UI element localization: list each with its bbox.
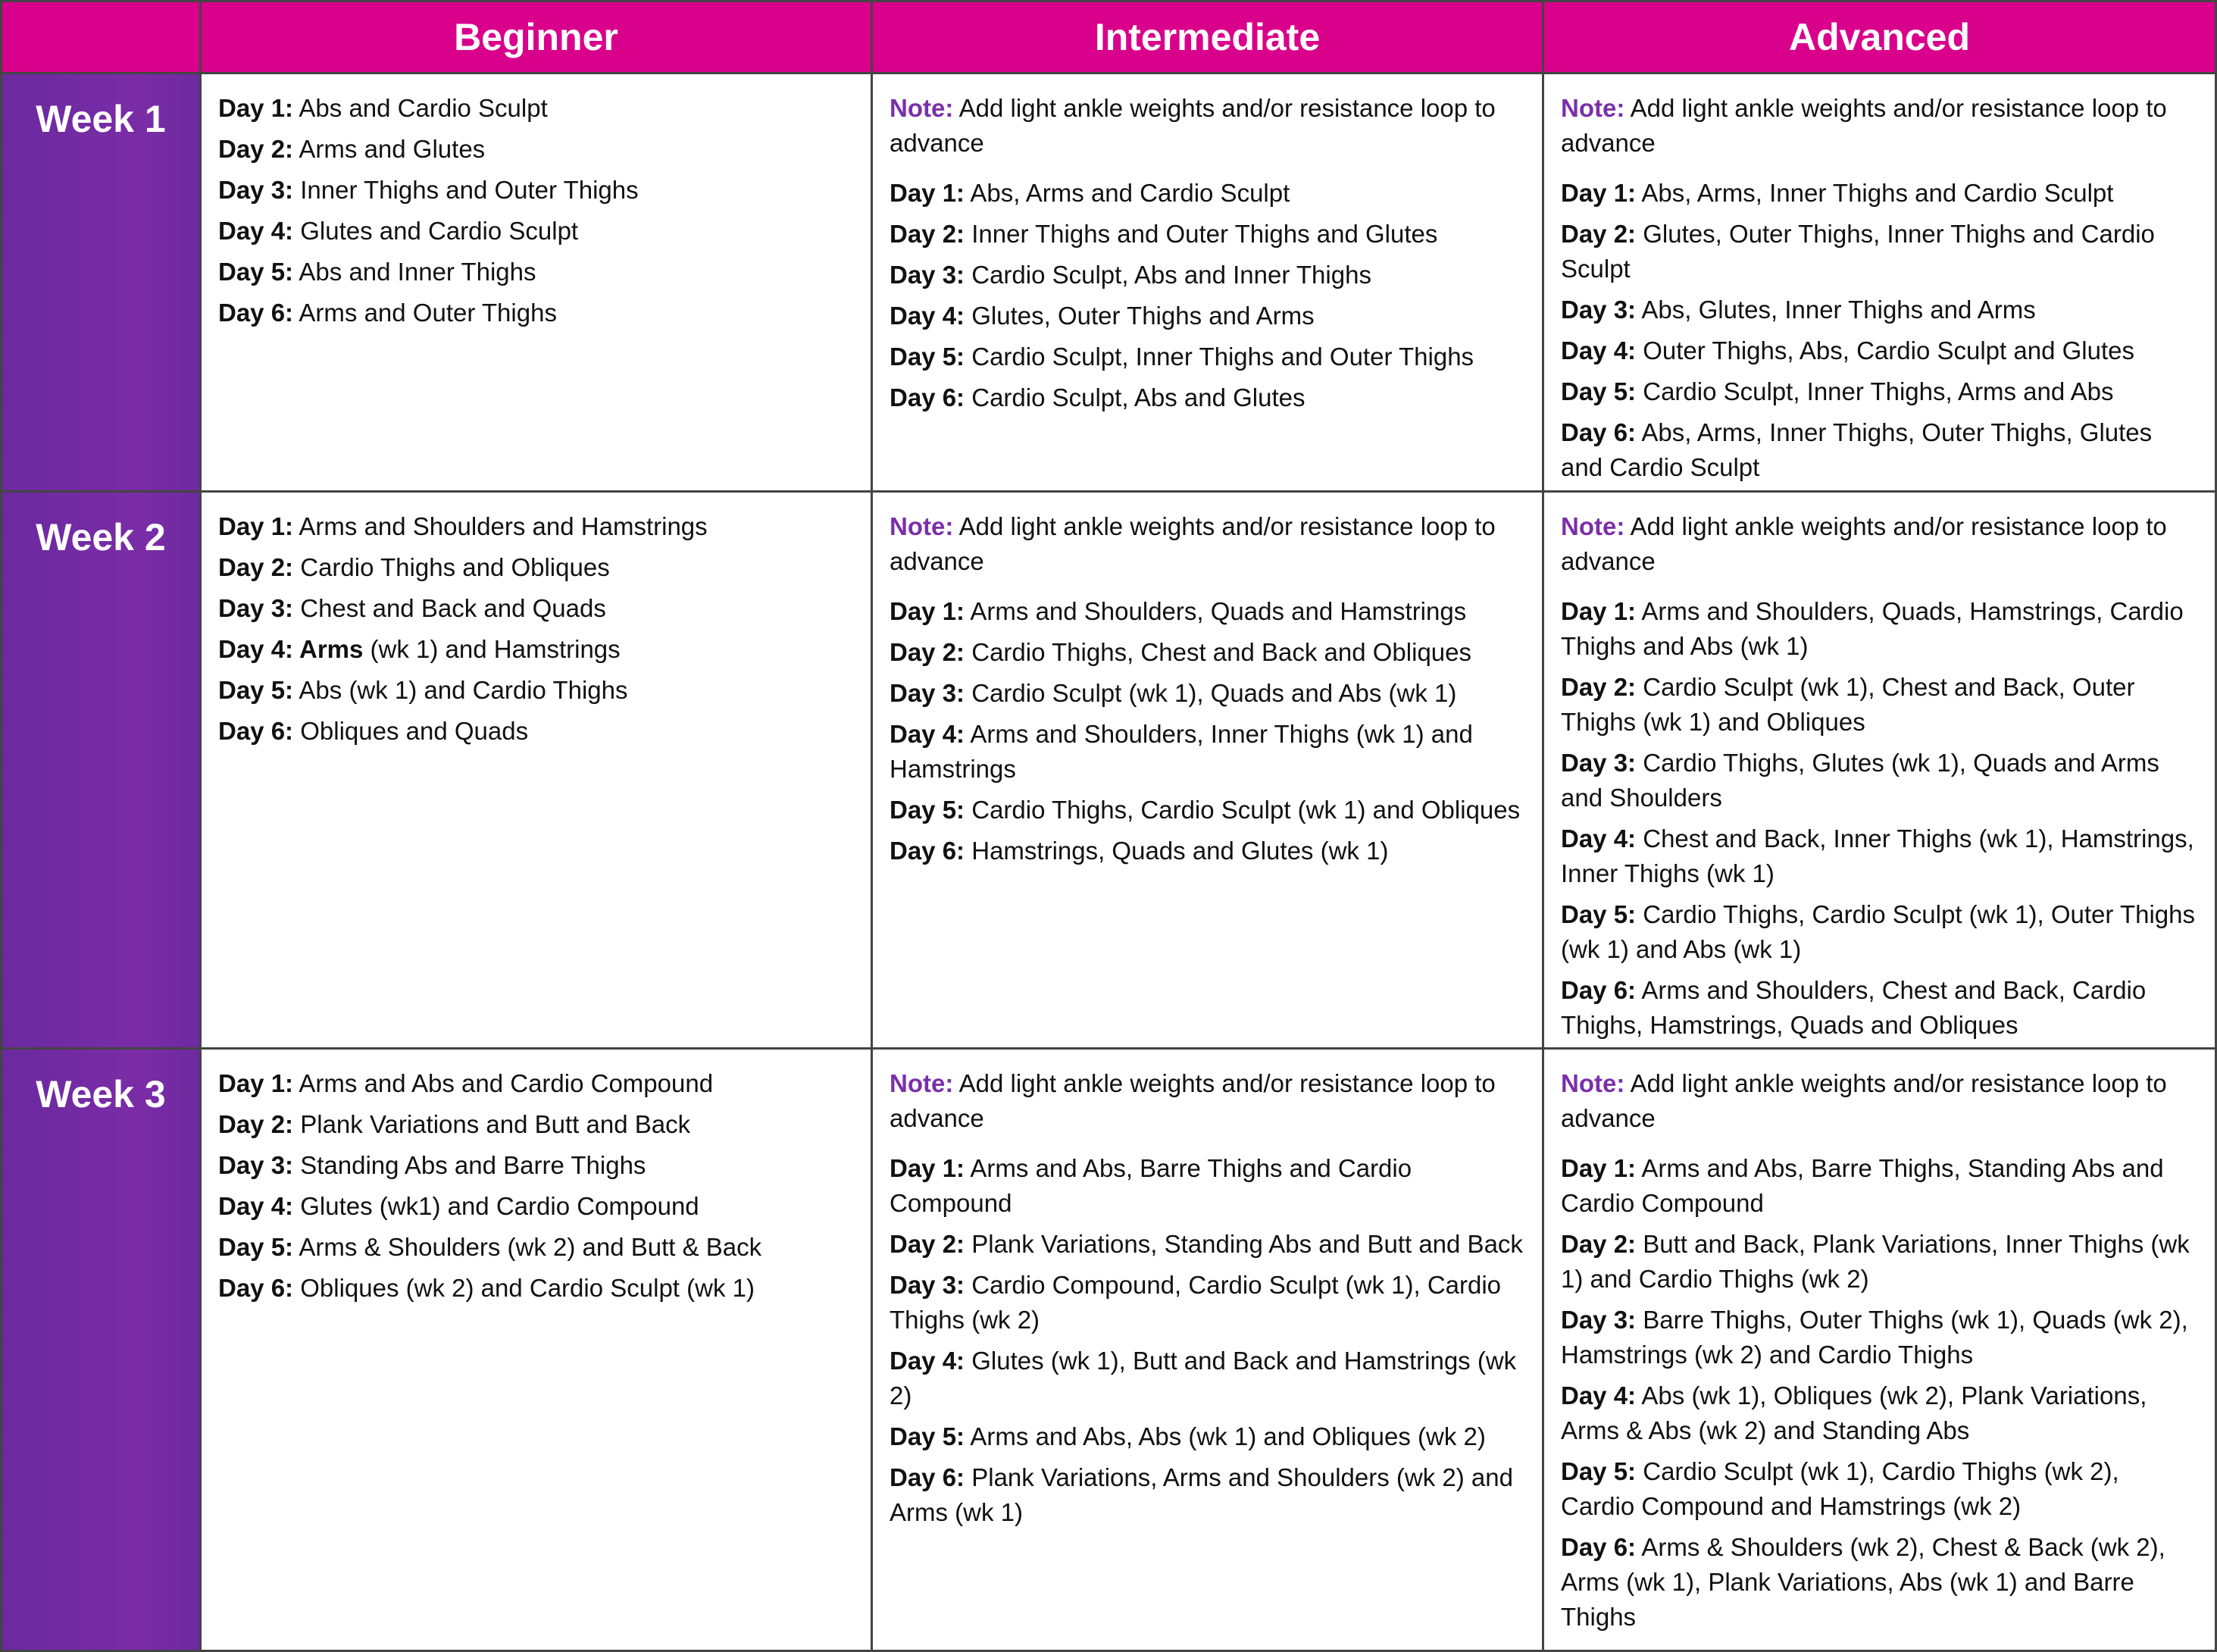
day-label: Day 3: <box>1561 749 1637 777</box>
cell-beginner <box>202 1050 873 1652</box>
header-advanced: Advanced <box>1544 0 2217 74</box>
day-label: Day 2: <box>218 135 294 163</box>
note-body: Add light ankle weights and/or resistance loop to advance <box>890 94 1496 157</box>
day-workouts: Plank Variations and Butt and Back <box>293 1110 691 1138</box>
day-entry <box>890 299 1525 333</box>
day-label: Day 3: <box>890 679 965 707</box>
day-label: Day 1: <box>218 1069 294 1097</box>
day-workouts: Abs and Inner Thighs <box>293 258 536 286</box>
day-workouts: Glutes, Outer Thighs and Arms <box>965 302 1315 330</box>
day-workouts: Arms and Shoulders, Inner Thighs (wk 1) and Hamstrings <box>890 720 1473 783</box>
day-entry <box>1561 374 2198 409</box>
day-entry <box>218 591 854 626</box>
week-label: Week 2 <box>0 493 202 1050</box>
day-entry <box>890 380 1525 415</box>
day-workouts: Abs and Cardio Sculpt <box>293 94 548 122</box>
day-label: Day 2: <box>1561 1230 1637 1258</box>
note-text <box>890 1066 1525 1136</box>
day-entry <box>1561 973 2198 1043</box>
day-entry <box>1561 1454 2198 1524</box>
day-label: Day 4: <box>218 1192 294 1220</box>
day-workouts: Inner Thighs and Outer Thighs and Glutes <box>965 220 1438 248</box>
day-workouts: Abs (wk 1), Obliques (wk 2), Plank Variations, Arms & Abs (wk 2) and Standing Abs <box>1561 1381 2147 1444</box>
day-workouts: Arms & Shoulders (wk 2) and Butt & Back <box>293 1233 762 1261</box>
day-workouts: Arms and Shoulders and Hamstrings <box>293 512 708 540</box>
day-label: Day 5: <box>1561 377 1637 405</box>
day-workouts: Chest and Back, Inner Thighs (wk 1), Hamstrings, Inner Thighs (wk 1) <box>1561 824 2194 887</box>
day-workouts: Arms and Shoulders, Quads and Hamstrings <box>965 597 1467 625</box>
day-entry <box>218 673 854 708</box>
day-label: Day 6: <box>890 383 965 411</box>
day-workouts: Cardio Sculpt, Inner Thighs, Arms and Abs <box>1636 377 2114 405</box>
day-entry <box>218 91 854 126</box>
day-workouts: Cardio Sculpt (wk 1), Cardio Thighs (wk 2), Cardio Compound and Hamstrings (wk 2) <box>1561 1457 2119 1520</box>
day-entry <box>218 296 854 330</box>
day-label: Day 4: <box>1561 336 1637 365</box>
day-entry <box>890 1151 1525 1221</box>
day-workouts: Inner Thighs and Outer Thighs <box>293 176 639 204</box>
week-label: Week 1 <box>0 74 202 493</box>
day-label: Day 3: <box>890 261 965 289</box>
note-body: Add light ankle weights and/or resistance loop to advance <box>1561 512 2167 575</box>
day-workouts: Arms and Abs, Barre Thighs and Cardio Compound <box>890 1154 1412 1217</box>
day-label: Day 4: <box>218 635 294 663</box>
day-entry <box>218 173 854 208</box>
day-entry <box>890 1344 1525 1413</box>
day-entry <box>890 176 1525 211</box>
day-label: Day 1: <box>1561 179 1637 207</box>
day-emphasis: Arms <box>293 635 364 663</box>
day-label: Day 4: <box>1561 1381 1637 1410</box>
day-workouts: Abs, Arms, Inner Thighs, Outer Thighs, Glutes and Cardio Sculpt <box>1561 418 2153 481</box>
day-label: Day 6: <box>890 1463 965 1491</box>
day-workouts: Cardio Sculpt, Abs and Glutes <box>965 383 1305 411</box>
day-entry <box>218 1271 854 1306</box>
day-entry <box>1561 746 2198 815</box>
note-body: Add light ankle weights and/or resistance loop to advance <box>890 1069 1496 1132</box>
day-workouts: Standing Abs and Barre Thighs <box>293 1151 646 1179</box>
note-label: Note: <box>1561 512 1625 540</box>
day-entry <box>1561 1303 2198 1372</box>
day-label: Day 5: <box>1561 1457 1637 1485</box>
day-entry <box>218 1066 854 1101</box>
header-corner <box>0 0 202 74</box>
day-entry <box>1561 1151 2198 1221</box>
day-label: Day 2: <box>890 1230 965 1258</box>
day-entry <box>218 509 854 544</box>
day-label: Day 4: <box>218 217 294 245</box>
day-entry <box>218 1148 854 1183</box>
day-entry <box>218 132 854 167</box>
day-workouts: Cardio Thighs, Chest and Back and Obliques <box>965 638 1472 666</box>
day-entry <box>218 632 854 667</box>
day-workouts: Cardio Sculpt, Abs and Inner Thighs <box>965 261 1371 289</box>
day-label: Day 6: <box>218 717 294 745</box>
day-entry <box>890 717 1525 787</box>
day-label: Day 6: <box>1561 418 1637 446</box>
note-text <box>1561 509 2198 579</box>
day-entry <box>1561 333 2198 368</box>
cell-advanced <box>1544 493 2217 1050</box>
day-workouts: Obliques (wk 2) and Cardio Sculpt (wk 1) <box>293 1274 755 1302</box>
day-workouts: Glutes (wk 1), Butt and Back and Hamstrings (wk 2) <box>890 1347 1517 1410</box>
day-label: Day 6: <box>890 837 965 865</box>
day-workouts: Cardio Sculpt (wk 1), Quads and Abs (wk 1) <box>965 679 1457 707</box>
day-label: Day 3: <box>218 594 294 622</box>
day-label: Day 5: <box>218 1233 294 1261</box>
day-label: Day 2: <box>890 638 965 666</box>
day-entry <box>1561 594 2198 664</box>
day-workouts: Cardio Thighs, Cardio Sculpt (wk 1), Outer Thighs (wk 1) and Abs (wk 1) <box>1561 900 2195 963</box>
day-workouts: Plank Variations, Standing Abs and Butt and Back <box>965 1230 1523 1258</box>
day-workouts: Cardio Thighs, Cardio Sculpt (wk 1) and Obliques <box>965 796 1521 824</box>
note-body: Add light ankle weights and/or resistance loop to advance <box>1561 1069 2167 1132</box>
note-text <box>890 91 1525 161</box>
day-entry <box>218 255 854 289</box>
day-workouts: Abs, Arms and Cardio Sculpt <box>965 179 1290 207</box>
day-label: Day 3: <box>218 176 294 204</box>
day-workouts: Cardio Sculpt (wk 1), Chest and Back, Outer Thighs (wk 1) and Obliques <box>1561 673 2135 736</box>
day-label: Day 2: <box>890 220 965 248</box>
day-entry <box>218 714 854 749</box>
header-beginner: Beginner <box>202 0 873 74</box>
day-label: Day 4: <box>890 302 965 330</box>
day-label: Day 5: <box>218 676 294 704</box>
cell-beginner <box>202 493 873 1050</box>
day-workouts: Hamstrings, Quads and Glutes (wk 1) <box>965 837 1389 865</box>
header-intermediate: Intermediate <box>873 0 1544 74</box>
cell-intermediate <box>873 74 1544 493</box>
day-label: Day 4: <box>1561 824 1637 853</box>
day-label: Day 3: <box>218 1151 294 1179</box>
day-label: Day 6: <box>218 299 294 327</box>
day-label: Day 1: <box>218 94 294 122</box>
cell-intermediate <box>873 493 1544 1050</box>
day-entry <box>218 1107 854 1142</box>
day-entry <box>890 1268 1525 1338</box>
day-workouts: Arms & Shoulders (wk 2), Chest & Back (wk 2), Arms (wk 1), Plank Variations, Abs (wk 1) and Barre Thighs <box>1561 1533 2165 1631</box>
cell-intermediate <box>873 1050 1544 1652</box>
day-label: Day 3: <box>1561 1306 1637 1334</box>
day-entry <box>218 1230 854 1265</box>
day-entry <box>218 550 854 585</box>
note-label: Note: <box>890 94 954 122</box>
day-label: Day 1: <box>890 1154 965 1182</box>
day-workouts: Outer Thighs, Abs, Cardio Sculpt and Glutes <box>1636 336 2134 365</box>
day-entry <box>218 1189 854 1224</box>
day-label: Day 2: <box>1561 673 1637 701</box>
day-entry <box>1561 293 2198 327</box>
day-workouts: Chest and Back and Quads <box>293 594 606 622</box>
note-text <box>890 509 1525 579</box>
note-label: Note: <box>890 1069 954 1097</box>
day-workouts: Glutes (wk1) and Cardio Compound <box>293 1192 699 1220</box>
day-entry <box>1561 1378 2198 1448</box>
day-entry <box>1561 415 2198 485</box>
day-label: Day 1: <box>890 597 965 625</box>
note-label: Note: <box>890 512 954 540</box>
day-workouts: Arms and Abs and Cardio Compound <box>293 1069 714 1097</box>
cell-advanced <box>1544 1050 2217 1652</box>
day-label: Day 5: <box>218 258 294 286</box>
day-label: Day 6: <box>218 1274 294 1302</box>
day-label: Day 3: <box>890 1271 965 1299</box>
day-label: Day 2: <box>218 553 294 581</box>
day-entry <box>1561 821 2198 891</box>
day-workouts: Cardio Thighs and Obliques <box>293 553 610 581</box>
day-entry <box>1561 176 2198 211</box>
day-entry <box>890 594 1525 629</box>
day-entry <box>890 1460 1525 1530</box>
week-label: Week 3 <box>0 1050 202 1652</box>
day-workouts: Obliques and Quads <box>293 717 529 745</box>
day-entry <box>1561 1530 2198 1635</box>
note-label: Note: <box>1561 1069 1625 1097</box>
day-entry <box>890 1227 1525 1262</box>
day-workouts: Arms and Shoulders, Quads, Hamstrings, Cardio Thighs and Abs (wk 1) <box>1561 597 2184 660</box>
day-workouts: Cardio Sculpt, Inner Thighs and Outer Thighs <box>965 343 1474 371</box>
day-entry <box>1561 897 2198 967</box>
day-label: Day 2: <box>1561 220 1637 248</box>
day-label: Day 1: <box>890 179 965 207</box>
day-entry <box>218 214 854 249</box>
day-workouts: Abs, Arms, Inner Thighs and Cardio Sculpt <box>1636 179 2114 207</box>
day-workouts: Abs (wk 1) and Cardio Thighs <box>293 676 628 704</box>
day-label: Day 5: <box>890 1422 965 1450</box>
day-label: Day 5: <box>1561 900 1637 928</box>
day-label: Day 4: <box>890 1347 965 1375</box>
day-label: Day 6: <box>1561 976 1637 1004</box>
day-workouts: Arms and Outer Thighs <box>293 299 557 327</box>
day-workouts: Abs, Glutes, Inner Thighs and Arms <box>1636 296 2036 324</box>
day-entry <box>890 1419 1525 1454</box>
day-workouts: Cardio Thighs, Glutes (wk 1), Quads and Arms and Shoulders <box>1561 749 2159 812</box>
day-workouts: Butt and Back, Plank Variations, Inner Thighs (wk 1) and Cardio Thighs (wk 2) <box>1561 1230 2190 1293</box>
day-label: Day 4: <box>890 720 965 748</box>
day-workouts: Arms and Shoulders, Chest and Back, Cardio Thighs, Hamstrings, Quads and Obliques <box>1561 976 2147 1039</box>
day-label: Day 1: <box>218 512 294 540</box>
day-label: Day 1: <box>1561 597 1637 625</box>
note-body: Add light ankle weights and/or resistance loop to advance <box>890 512 1496 575</box>
cell-beginner <box>202 74 873 493</box>
day-entry <box>1561 1227 2198 1297</box>
day-label: Day 3: <box>1561 296 1637 324</box>
day-workouts: Glutes and Cardio Sculpt <box>293 217 579 245</box>
note-text <box>1561 91 2198 161</box>
day-entry <box>890 676 1525 711</box>
day-label: Day 5: <box>890 343 965 371</box>
day-workouts: Cardio Compound, Cardio Sculpt (wk 1), Cardio Thighs (wk 2) <box>890 1271 1502 1334</box>
day-workouts: Arms and Glutes <box>293 135 486 163</box>
cell-advanced <box>1544 74 2217 493</box>
day-entry <box>1561 670 2198 740</box>
day-entry <box>890 217 1525 252</box>
note-text <box>1561 1066 2198 1136</box>
day-entry <box>890 339 1525 374</box>
day-workouts: Plank Variations, Arms and Shoulders (wk 2) and Arms (wk 1) <box>890 1463 1513 1526</box>
day-label: Day 5: <box>890 796 965 824</box>
day-entry <box>890 834 1525 868</box>
day-workouts: Arms and Abs, Barre Thighs, Standing Abs and Cardio Compound <box>1561 1154 2164 1217</box>
day-entry <box>890 635 1525 670</box>
day-workouts: (wk 1) and Hamstrings <box>363 635 621 663</box>
day-workouts: Barre Thighs, Outer Thighs (wk 1), Quads (wk 2), Hamstrings (wk 2) and Cardio Thighs <box>1561 1306 2188 1369</box>
day-label: Day 6: <box>1561 1533 1637 1561</box>
note-body: Add light ankle weights and/or resistance loop to advance <box>1561 94 2167 157</box>
note-label: Note: <box>1561 94 1625 122</box>
day-entry <box>890 258 1525 293</box>
day-entry <box>1561 217 2198 286</box>
day-entry <box>890 793 1525 828</box>
day-workouts: Arms and Abs, Abs (wk 1) and Obliques (wk 2) <box>965 1422 1486 1450</box>
day-label: Day 1: <box>1561 1154 1637 1182</box>
day-label: Day 2: <box>218 1110 294 1138</box>
day-workouts: Glutes, Outer Thighs, Inner Thighs and Cardio Sculpt <box>1561 220 2155 283</box>
